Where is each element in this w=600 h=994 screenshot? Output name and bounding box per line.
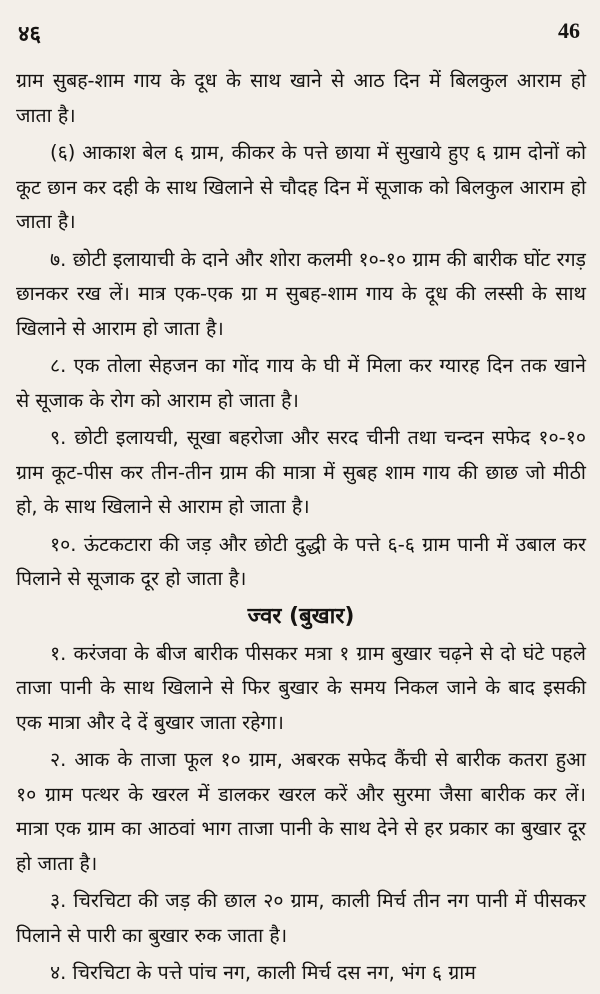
page-number-devanagari: ४६ <box>18 21 41 47</box>
paragraph-remedy-6: (६) आकाश बेल ६ ग्राम, कीकर के पत्ते छाया में सुखाये हुए ६ ग्राम दोनों को कूट छान कर दही के साथ खिलाने से चौदह दिन में सूजाक को बिलकुल आराम हो जाता है। <box>16 141 586 233</box>
paragraph-fever-4: ४. चिरचिटा के पत्ते पांच नग, काली मिर्च दस नग, भंग ६ ग्राम <box>50 961 476 984</box>
paragraph-continued: ग्राम सुबह-शाम गाय के दूध के साथ खाने से आठ दिन में बिलकुल आराम हो जाता है। <box>16 69 586 127</box>
page-number: 46 <box>558 18 580 43</box>
page-header <box>18 18 580 48</box>
paragraph-remedy-7: ७. छोटी इलायाची के दाने और शोरा कलमी १०-१० ग्राम की बारीक घोंट रगड़ छानकर रख लें। मात्र एक-एक ग्रा म सुबह-शाम गाय के दूध की लस्सी के साथ खिलाने से आराम हो जाता है। <box>16 247 586 340</box>
paragraph-remedy-10: १०. ऊंटकटारा की जड़ और छोटी दुद्धी के पत्ते ६-६ ग्राम पानी में उबाल कर पिलाने से सूजाक दूर हो जाता है। <box>16 532 586 590</box>
paragraph-fever-2: २. आक के ताजा फूल १० ग्राम, अबरक सफेद कैंची से बारीक कतरा हुआ १० ग्राम पत्थर के खरल में डालकर खरल करें और सुरमा जैसा बारीक कर लें। मात्रा एक ग्राम का आठवां भाग ताजा पानी के साथ देने से हर प्रकार का बुखार दूर हो जाता है। <box>16 748 586 875</box>
paragraph-remedy-8: ८. एक तोला सेहजन का गोंद गाय के घी में मिला कर ग्यारह दिन तक खाने से सूजाक के रोग को आराम हो जाता है। <box>16 354 586 412</box>
paragraph-remedy-9: ९. छोटी इलायची, सूखा बहरोजा और सरद चीनी तथा चन्दन सफेद १०-१० ग्राम कूट-पीस कर तीन-तीन ग्राम की मात्रा में सुबह शाम गाय की छाछ जो मीठी हो, के साथ खिलाने से आराम हो जाता है। <box>16 426 586 518</box>
section-heading: ज्वर (बुखार) <box>247 603 355 629</box>
page-body <box>16 64 586 994</box>
paragraph-fever-1: १. करंजवा के बीज बारीक पीसकर मत्रा १ ग्राम बुखार चढ़ने से दो घंटे पहले ताजा पानी के साथ खिलाने से फिर बुखार के समय निकल जाने के बाद इसकी एक मात्रा और दे दें बुखार जाता रहेगा। <box>16 641 586 734</box>
paragraph-fever-3: ३. चिरचिटा की जड़ की छाल २० ग्राम, काली मिर्च तीन नग पानी में पीसकर पिलाने से पारी का बुखार रुक जाता है। <box>16 889 586 947</box>
